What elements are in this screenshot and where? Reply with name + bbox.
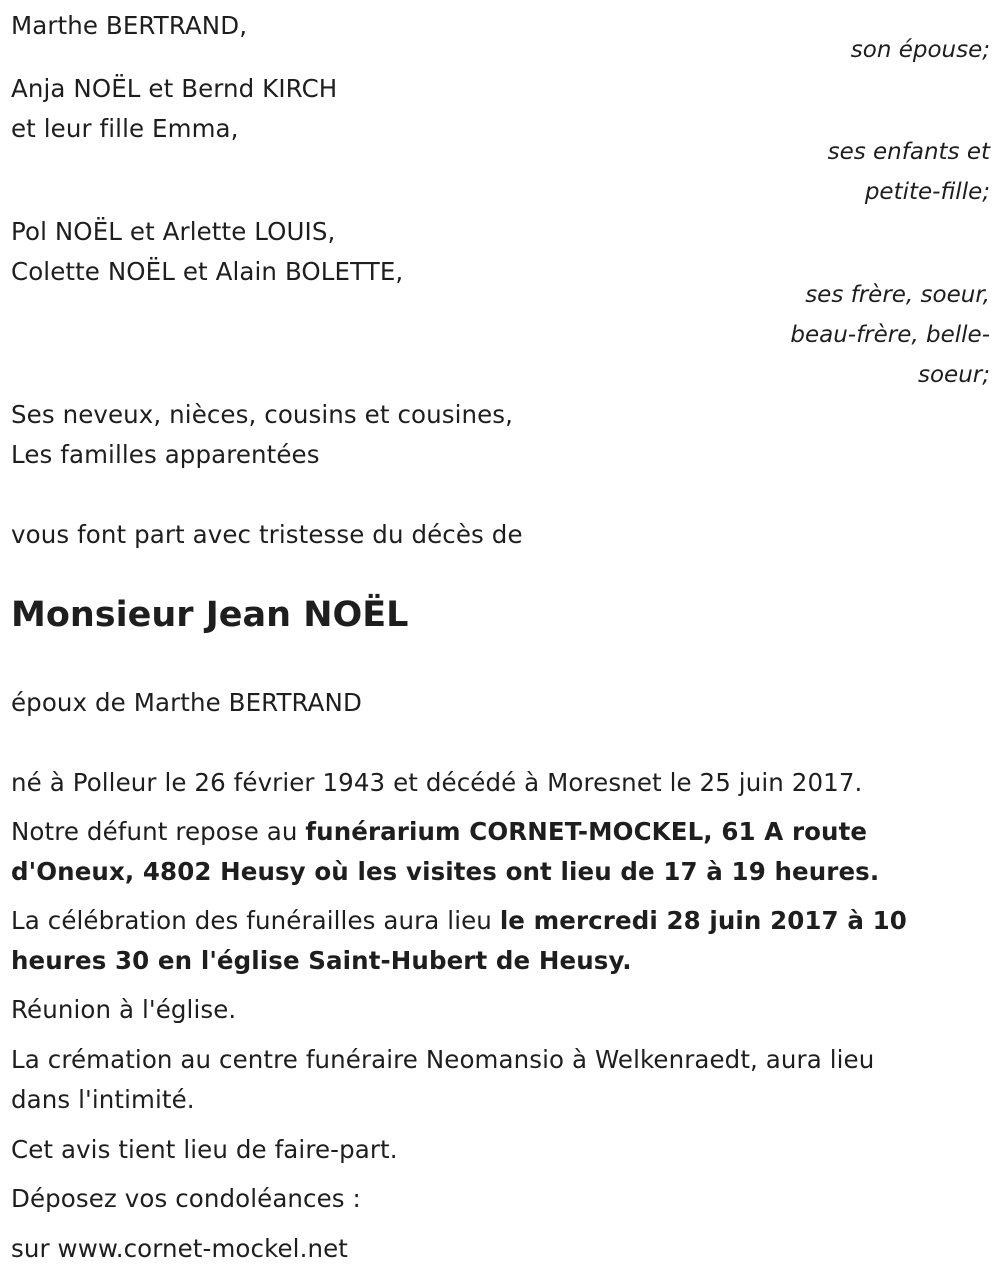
children-relation-line-1: ses enfants et [827,139,990,165]
relatives-line-2: Les familles apparentées [11,440,320,469]
relatives-line-1: Ses neveux, nièces, cousins et cousines, [11,400,514,429]
repose-line-2 [11,856,879,888]
condolences-line-1: Déposez vos condoléances : [11,1184,361,1213]
spouse-of-line: époux de Marthe BERTRAND [11,688,362,717]
funeral-line-2 [11,945,632,977]
funeral-when-part-1: le mercredi 28 juin 2017 à 10 [499,906,907,935]
cremation-line-2: dans l'intimité. [11,1085,195,1114]
repose-intro: Notre défunt repose au [11,817,306,846]
spouse-name: Marthe BERTRAND, [11,11,248,40]
deceased-name: Monsieur Jean NOËL [11,595,409,635]
siblings-relation-line-2: beau-frère, belle- [790,322,990,348]
siblings-name-line-2: Colette NOËL et Alain BOLETTE, [11,257,404,286]
siblings-name-line-1: Pol NOËL et Arlette LOUIS, [11,217,336,246]
repose-line-1 [11,816,867,848]
birth-death-dates: né à Polleur le 26 février 1943 et décédé à Moresnet le 25 juin 2017. [11,768,863,797]
condolences-link[interactable]: sur www.cornet-mockel.net [11,1234,348,1263]
siblings-relation-line-1: ses frère, soeur, [805,282,990,308]
children-name-line-2: et leur fille Emma, [11,114,239,143]
funeral-when-part-2: heures 30 en l'église Saint-Hubert de Heusy. [11,946,632,975]
children-relation-line-2: petite-fille; [864,179,990,205]
meeting-text: Réunion à l'église. [11,995,237,1024]
funeral-intro: La célébration des funérailles aura lieu [11,906,500,935]
siblings-relation-line-3: soeur; [918,362,990,388]
repose-place-part-1: funérarium CORNET-MOCKEL, 61 A route [305,817,868,846]
repose-place-part-2: d'Oneux, 4802 Heusy où les visites ont lieu de 17 à 19 heures. [11,857,880,886]
children-name-line-1: Anja NOËL et Bernd KIRCH [11,74,338,103]
spouse-relation: son épouse; [850,37,990,63]
announcement-text: vous font part avec tristesse du décès de [11,520,523,549]
cremation-line-1: La crémation au centre funéraire Neomansio à Welkenraedt, aura lieu [11,1045,875,1074]
funeral-line-1 [11,905,907,937]
notice-text: Cet avis tient lieu de faire-part. [11,1135,398,1164]
